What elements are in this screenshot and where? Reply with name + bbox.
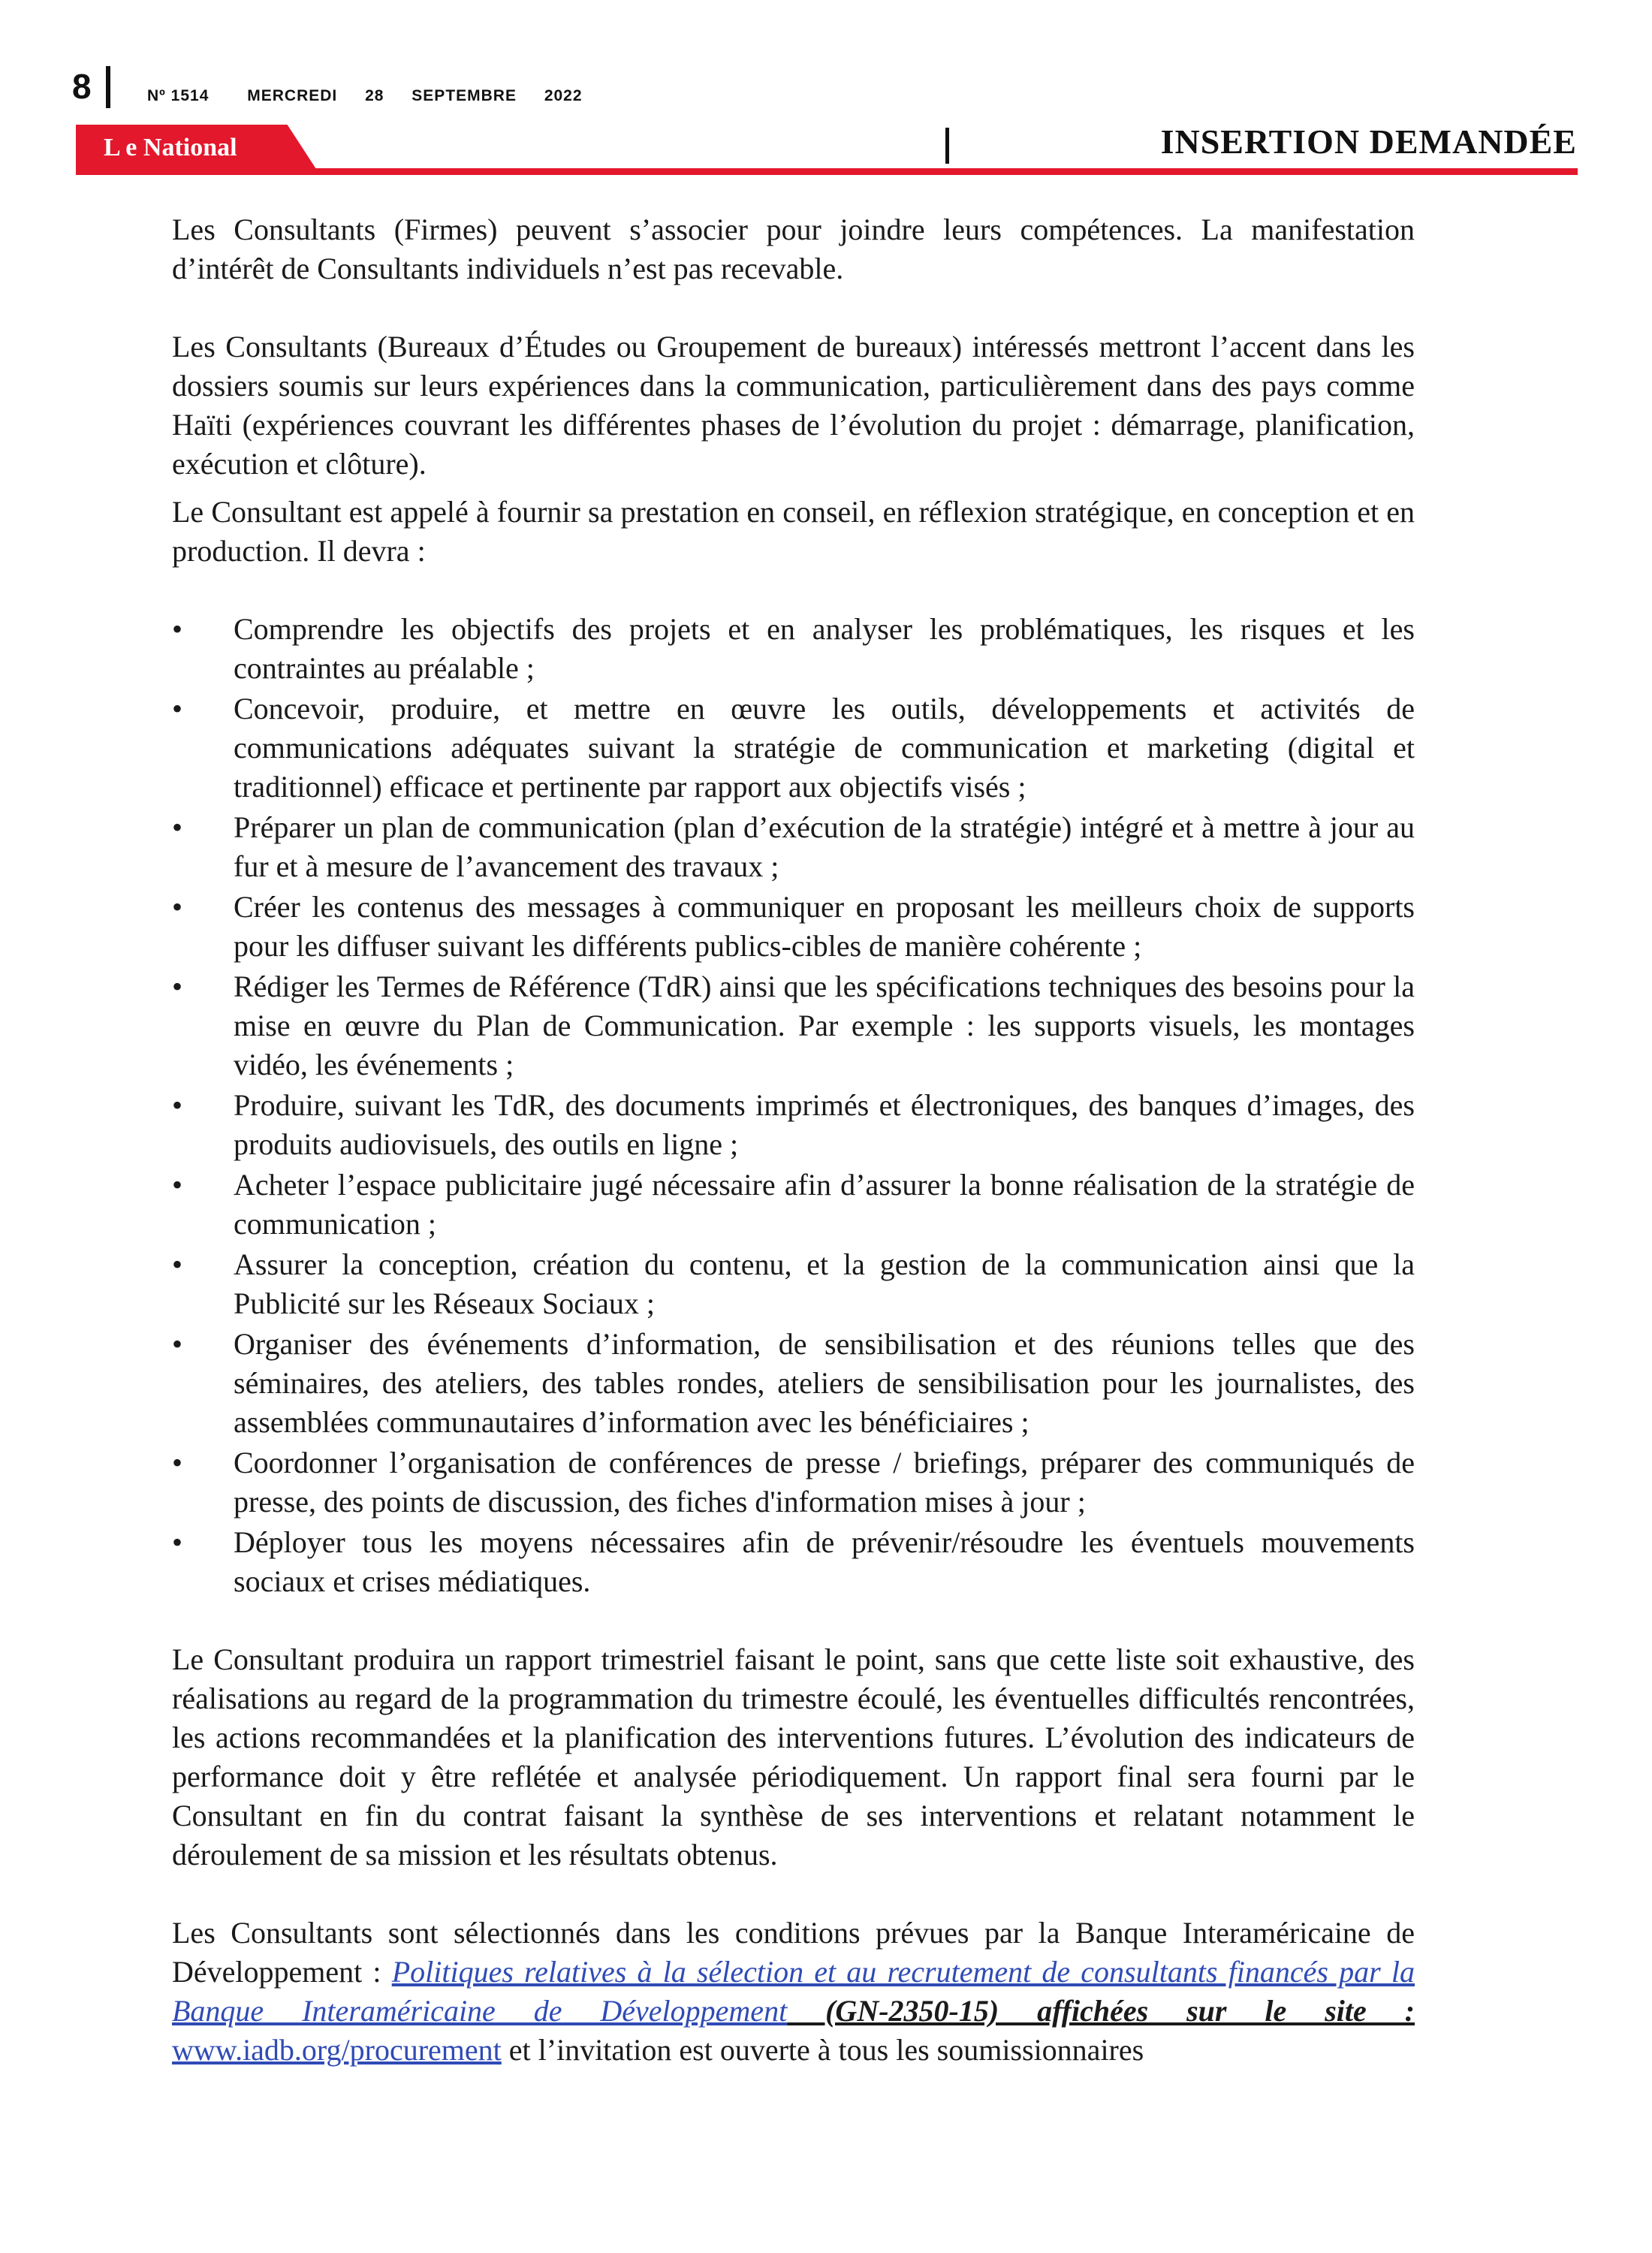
list-item: • Acheter l’espace publicitaire jugé nécessaire afin d’assurer la bonne réalisation de la stratégie de communication ; — [172, 1166, 1415, 1244]
article-body — [172, 210, 1415, 2070]
bullet-glyph: • — [172, 970, 183, 1003]
page-number-divider — [106, 66, 110, 108]
bullet-glyph: • — [172, 692, 183, 725]
bullet-glyph: • — [172, 612, 183, 646]
selection-outro: et l’invitation est ouverte à tous les soumissionnaires — [501, 2033, 1144, 2067]
page-number: 8 — [72, 67, 92, 106]
bullet-glyph: • — [172, 1525, 183, 1559]
publication-name: L e National — [104, 134, 237, 161]
policy-link[interactable]: Politiques relatives à la sélection et au recrutement de consultants financés par la Banque Interaméricaine de Développement — [172, 1955, 1415, 2028]
bullet-glyph: • — [172, 1327, 183, 1361]
list-item: • Coordonner l’organisation de conférences de presse / briefings, préparer des communiqués de presse, des points de discussion, des fiches d'information mises à jour ; — [172, 1443, 1415, 1522]
paragraph-selection — [172, 1914, 1415, 2070]
issue-number: Nº 1514 — [147, 87, 210, 104]
list-item: • Créer les contenus des messages à communiquer en proposant les meilleurs choix de supports pour les diffuser suivant les différents publics-cibles de manière cohérente ; — [172, 888, 1415, 966]
list-item: • Rédiger les Termes de Référence (TdR) ainsi que les spécifications techniques des besoins pour la mise en œuvre du Plan de Communication. Par exemple : les supports visuels, les montages vidéo, les événements ; — [172, 967, 1415, 1084]
list-item: • Assurer la conception, création du contenu, et la gestion de la communication ainsi que la Publicité sur les Réseaux Sociaux ; — [172, 1245, 1415, 1323]
paragraph-reporting: Le Consultant produira un rapport trimestriel faisant le point, sans que cette liste soit exhaustive, des réalisations au regard de la programmation du trimestre écoulé, les éventuelles difficultés rencontrées, les actions recommandées et la planification des interventions futures. L’évolution des indicateurs de performance doit y être reflétée et analysée périodiquement. Un rapport final sera fourni par le Consultant en fin du contrat faisant la synthèse de ses interventions et relatant notamment le déroulement de sa mission et les résultats obtenus. — [172, 1642, 1415, 1871]
bullet-glyph: • — [172, 810, 183, 844]
bullet-glyph: • — [172, 1168, 183, 1202]
header-divider — [945, 128, 949, 164]
selection-intro: Les Consultants sont sélectionnés dans les conditions prévues par la Banque Interaméricaine de Développement : — [172, 1916, 1415, 1989]
issue-day: MERCREDI — [247, 87, 338, 104]
paragraph-mission: Le Consultant est appelé à fournir sa prestation en conseil, en réflexion stratégique, en conception et en production. Il devra : — [172, 495, 1415, 568]
issue-month: SEPTEMBRE — [411, 87, 517, 104]
header-rule — [76, 168, 1578, 175]
paragraph-firms: Les Consultants (Firmes) peuvent s’associer pour joindre leurs compétences. La manifestation d’intérêt de Consultants individuels n’est pas recevable. — [172, 213, 1415, 285]
list-item: • Déployer tous les moyens nécessaires afin de prévenir/résoudre les éventuels mouvements sociaux et crises médiatiques. — [172, 1523, 1415, 1601]
bullet-glyph: • — [172, 1088, 183, 1122]
paragraph-experience: Les Consultants (Bureaux d’Études ou Groupement de bureaux) intéressés mettront l’accent dans les dossiers soumis sur leurs expériences dans la communication, particulièrement dans des pays comme Haïti (expériences couvrant les différentes phases de l’évolution du projet : démarrage, planification, exécution et clôture). — [172, 330, 1415, 481]
bullet-glyph: • — [172, 1446, 183, 1479]
issue-year: 2022 — [544, 87, 583, 104]
issue-date-day: 28 — [365, 87, 384, 104]
policy-reference: (GN-2350-15) affichées sur le site : — [787, 1994, 1415, 2028]
bullet-glyph: • — [172, 890, 183, 924]
list-item: • Préparer un plan de communication (plan d’exécution de la stratégie) intégré et à mettre à jour au fur et à mesure de l’avancement des travaux ; — [172, 808, 1415, 886]
list-item: • Concevoir, produire, et mettre en œuvre les outils, développements et activités de communications adéquates suivant la stratégie de communication et marketing (digital et traditionnel) efficace et pertinente par rapport aux objectifs visés ; — [172, 689, 1415, 807]
procurement-url-link[interactable]: www.iadb.org/procurement — [172, 2033, 502, 2067]
section-title: INSERTION DEMANDÉE — [1160, 122, 1577, 161]
bullet-glyph: • — [172, 1247, 183, 1281]
list-item: • Comprendre les objectifs des projets et en analyser les problématiques, les risques et les contraintes au préalable ; — [172, 610, 1415, 688]
list-item: • Organiser des événements d’information, de sensibilisation et des réunions telles que des séminaires, des ateliers, des tables rondes, ateliers de sensibilisation pour les journalistes, des assemblées communautaires d’information avec les bénéficiaires ; — [172, 1325, 1415, 1442]
list-item: • Produire, suivant les TdR, des documents imprimés et électroniques, des banques d’images, des produits audiovisuels, des outils en ligne ; — [172, 1086, 1415, 1164]
task-list — [172, 610, 1415, 1601]
issue-info — [147, 87, 605, 105]
